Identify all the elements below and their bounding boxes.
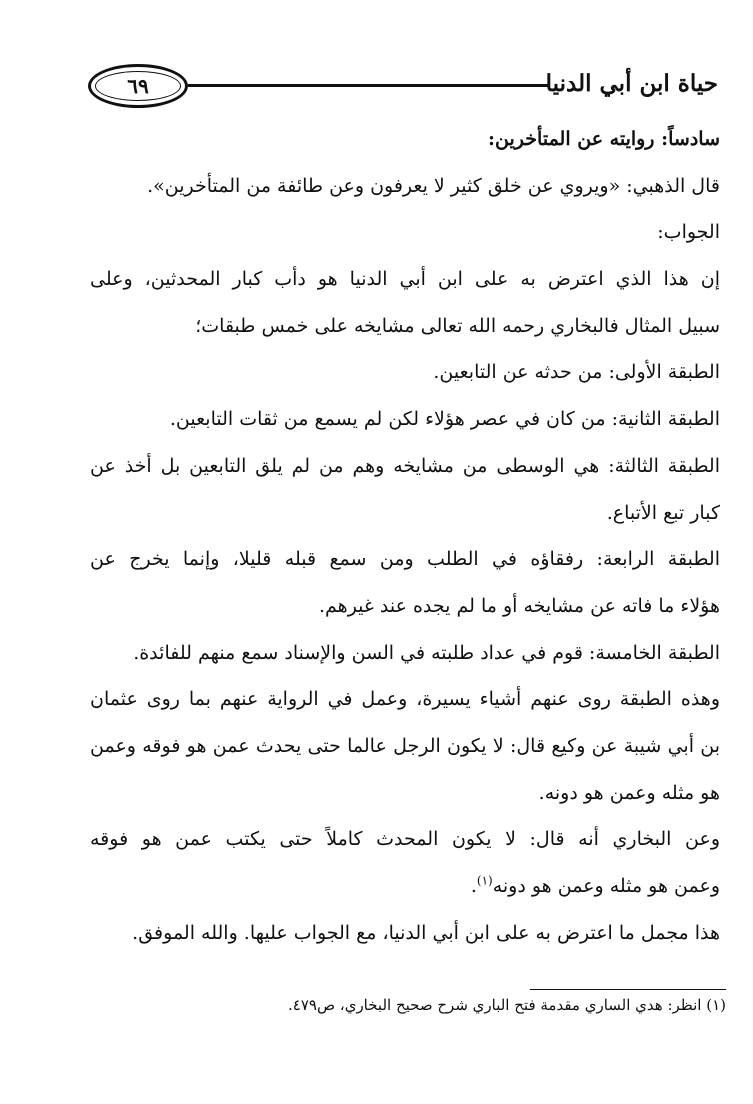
page-number: ٦٩ [127, 74, 149, 98]
running-title: حياة ابن أبي الدنيا [545, 70, 718, 97]
body-text [90, 116, 720, 956]
section-heading: سادساً: روايته عن المتأخرين: [488, 128, 720, 150]
page-number-frame [88, 64, 188, 108]
page-header [88, 62, 718, 114]
header-rule [188, 84, 548, 87]
paragraph-line: هذا مجمل ما اعترض به على ابن أبي الدنيا، مع الجواب عليها. والله الموفق. [132, 921, 720, 944]
tier-line: كبار تبع الأتباع. [606, 501, 720, 524]
paragraph-line [90, 863, 720, 910]
paragraph-end: . [470, 875, 477, 897]
paragraph-line: وعن البخاري أنه قال: لا يكون المحدث كاملاً حتى يكتب عمن هو فوقه [90, 828, 720, 851]
paragraph-line: وهذه الطبقة روى عنهم أشياء يسيرة، وعمل في الرواية عنهم بما روى عثمان [90, 688, 720, 711]
tier-line: الطبقة الثالثة: هي الوسطى من مشايخه وهم من لم يلق التابعين بل أخذ عن [90, 454, 720, 477]
footnote: (١) انظر: هدي الساري مقدمة فتح الباري شرح صحيح البخاري، ص٤٧٩. [288, 996, 726, 1014]
paragraph-line: سبيل المثال فالبخاري رحمه الله تعالى مشايخه على خمس طبقات؛ [195, 314, 720, 337]
tier-line: الطبقة الخامسة: قوم في عداد طلبته في السن والإسناد سمع منهم للفائدة. [133, 641, 720, 664]
paragraph-line: بن أبي شيبة عن وكيع قال: لا يكون الرجل عالما حتى يحدث عمن هو فوقه وعمن [90, 734, 720, 757]
tier-line: الطبقة الرابعة: رفقاؤه في الطلب ومن سمع قبله قليلا، وإنما يخرج عن [90, 548, 720, 571]
tier-line: هؤلاء ما فاته عن مشايخه أو ما لم يجده عند غيرهم. [318, 594, 720, 617]
tier-line: الطبقة الأولى: من حدثه عن التابعين. [433, 361, 720, 384]
answer-heading: الجواب: [657, 221, 720, 244]
paragraph-line: إن هذا الذي اعترض به على ابن أبي الدنيا هو دأب كبار المحدثين، وعلى [90, 268, 720, 291]
paragraph-line: هو مثله وعمن هو دونه. [538, 781, 720, 804]
quote-line: قال الذهبي: «ويروي عن خلق كثير لا يعرفون وعن طائفة من المتأخرين». [147, 174, 720, 197]
footnote-reference[interactable]: (١) [476, 873, 493, 888]
tier-line: الطبقة الثانية: من كان في عصر هؤلاء لكن لم يسمع من ثقات التابعين. [169, 408, 720, 431]
paragraph-text: وعمن هو مثله وعمن هو دونه [492, 875, 720, 897]
footnote-rule [530, 989, 726, 990]
